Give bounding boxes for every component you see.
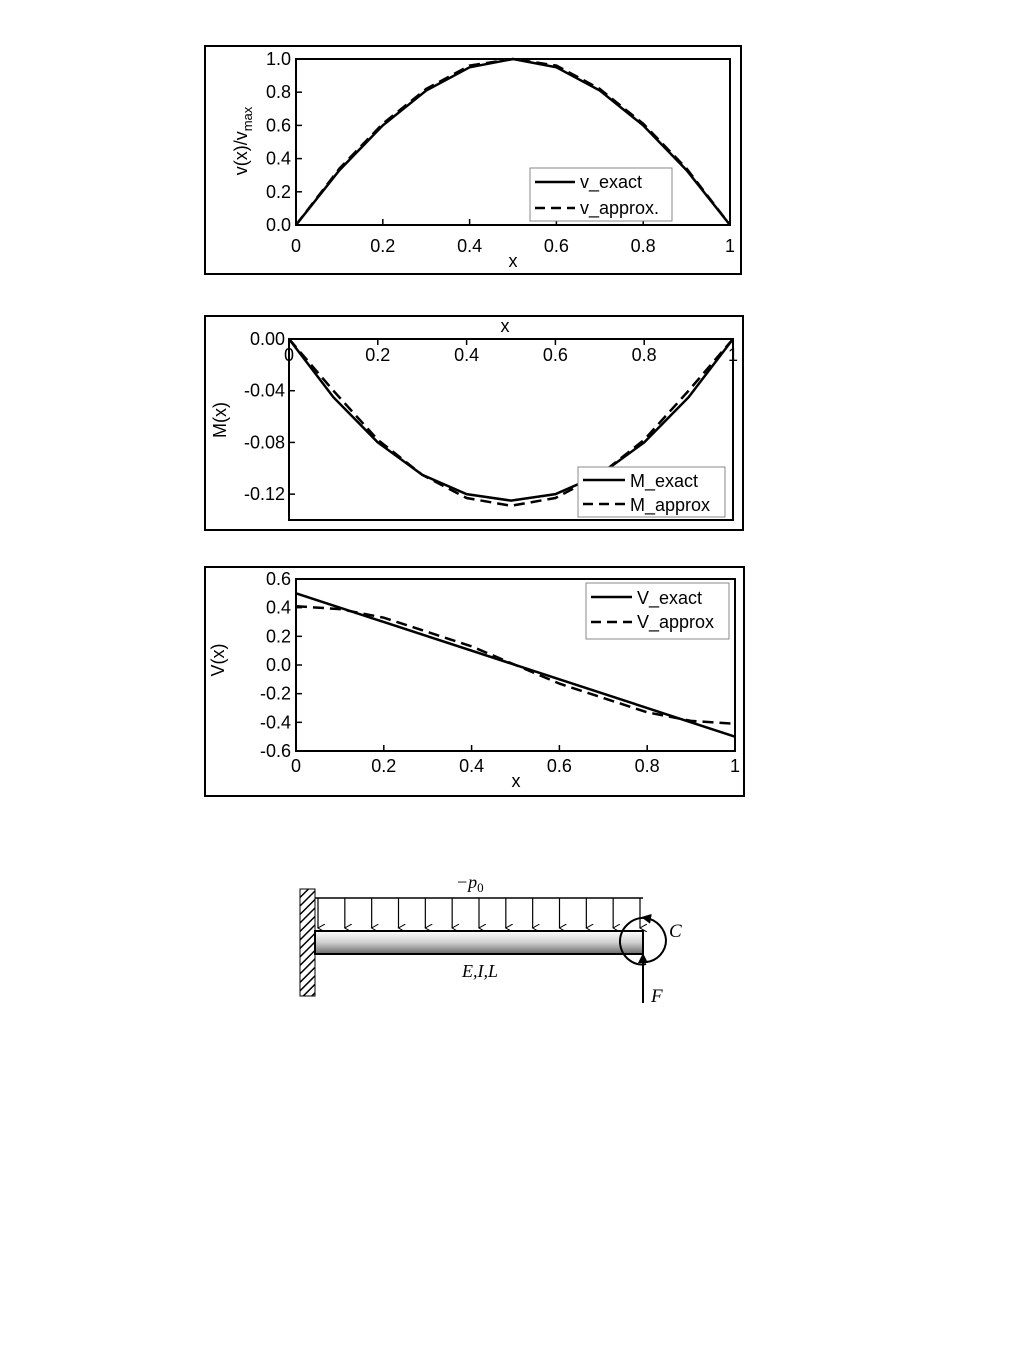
y-tick-label: 0.0 xyxy=(265,655,291,675)
moment-label: C xyxy=(669,921,682,942)
y-tick-label: -0.2 xyxy=(259,683,291,704)
legend-label: V_approx xyxy=(637,612,715,632)
y-tick-label: 0.4 xyxy=(265,148,291,169)
y-tick-label: 0.6 xyxy=(265,569,291,589)
x-tick-label: 0.2 xyxy=(365,345,391,365)
y-tick-label: 0.8 xyxy=(265,82,291,103)
x-tick-label: 0.8 xyxy=(631,345,657,365)
x-tick-label: 0.2 xyxy=(371,756,397,776)
y-tick-label: 0.6 xyxy=(265,115,291,136)
x-tick-label: 0.6 xyxy=(542,345,568,365)
y-tick-label: -0.12 xyxy=(243,484,285,505)
legend-label: v_exact xyxy=(580,172,643,192)
x-tick-label: 0.6 xyxy=(546,756,572,776)
legend xyxy=(586,583,729,639)
chart-deflection xyxy=(205,46,741,274)
x-tick-label: 1 xyxy=(724,236,736,256)
beam xyxy=(315,931,643,954)
moment-arrow-icon-reverse xyxy=(646,918,666,962)
beam-properties-label: E,I,L xyxy=(462,961,498,981)
y-axis-label: V(x) xyxy=(208,643,228,677)
x-tick-label: 0.4 xyxy=(457,236,483,256)
legend xyxy=(530,168,672,221)
legend-label: M_approx xyxy=(630,495,711,515)
y-tick-label: -0.6 xyxy=(259,741,291,761)
load-label: $-p_0$ xyxy=(456,872,484,895)
x-tick-label: 0.2 xyxy=(370,236,396,256)
chart-shear xyxy=(205,567,744,796)
x-axis-label: x xyxy=(500,316,510,336)
legend-label: V_exact xyxy=(637,588,703,608)
distributed-load-arrows xyxy=(318,898,640,928)
fixed-support-wall xyxy=(300,889,315,996)
x-tick-label: 0.8 xyxy=(634,756,660,776)
x-tick-label: 0.4 xyxy=(454,345,480,365)
y-tick-label: 0.4 xyxy=(265,597,291,618)
y-tick-label: 0.0 xyxy=(265,215,291,235)
beam-diagram xyxy=(300,872,682,1007)
y-tick-label: -0.4 xyxy=(259,712,291,733)
x-tick-label: 0 xyxy=(290,236,302,256)
x-axis-label: x xyxy=(511,771,521,791)
y-tick-label: 0.2 xyxy=(265,181,291,202)
y-axis-label: M(x) xyxy=(210,402,230,438)
x-tick-label: 0.6 xyxy=(543,236,569,256)
x-tick-label: 0 xyxy=(283,345,295,365)
x-tick-label: 0.4 xyxy=(459,756,485,776)
x-tick-label: 1 xyxy=(727,345,739,365)
x-tick-label: 0.8 xyxy=(630,236,656,256)
force-label: F xyxy=(651,986,663,1007)
y-tick-label: 0.00 xyxy=(249,329,285,349)
x-tick-label: 1 xyxy=(729,756,741,776)
chart-moment xyxy=(205,316,743,530)
x-axis-label: x xyxy=(508,251,518,271)
y-tick-label: 0.2 xyxy=(265,626,291,647)
x-ticks xyxy=(284,339,738,365)
legend xyxy=(578,467,725,517)
legend-label: M_exact xyxy=(630,471,699,491)
y-tick-label: -0.08 xyxy=(243,432,285,453)
y-axis-label: $v(x)/v_{max}$ xyxy=(231,106,255,176)
legend-label: v_approx. xyxy=(580,198,660,218)
y-tick-label: 1.0 xyxy=(265,49,291,69)
y-tick-label: -0.04 xyxy=(243,380,285,401)
x-tick-label: 0 xyxy=(290,756,302,776)
